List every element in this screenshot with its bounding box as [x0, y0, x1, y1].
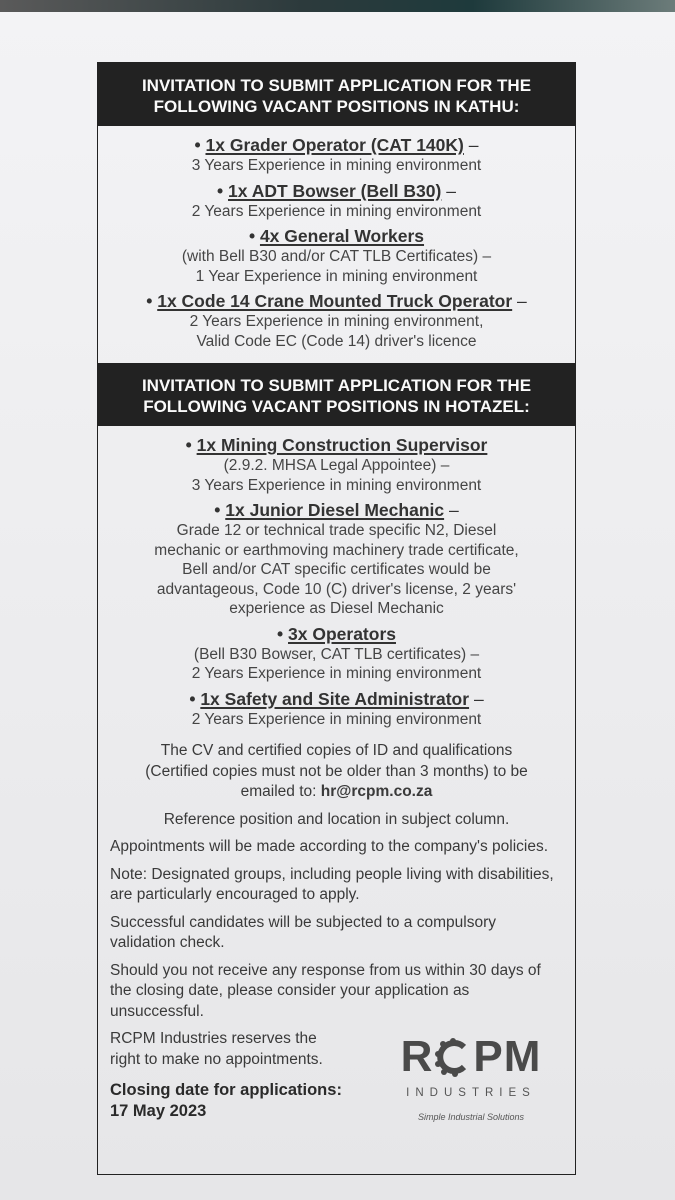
position-title: 1x Mining Construction Supervisor [196, 435, 488, 455]
position-detail: 2 Years Experience in mining environment [191, 665, 482, 682]
position-title: 1x Safety and Site Administrator [200, 688, 470, 709]
logo-letters-right: PM [473, 1032, 542, 1081]
closing-label: Closing date for applications: [110, 1081, 342, 1099]
reserves-line: RCPM Industries reserves the [110, 1030, 317, 1047]
position-detail: (with Bell B30 and/or CAT TLB Certificates) – [181, 248, 492, 265]
position-title: 1x Code 14 Crane Mounted Truck Operator [157, 291, 513, 311]
logo-letters-left: R [400, 1032, 434, 1081]
position-detail: Bell and/or CAT specific certificates would be [182, 561, 491, 578]
hotazel-header [98, 363, 575, 426]
kathu-header-line-1: INVITATION TO SUBMIT APPLICATION FOR THE [141, 76, 532, 95]
kathu-header-line-2: FOLLOWING VACANT POSITIONS IN KATHU: [153, 97, 520, 116]
position-item: • 1x Code 14 Crane Mounted Truck Operator – 2 Years Experience in mining environment, Valid Code EC (Code 14) driver's licence [104, 290, 569, 351]
logo-subtitle: INDUSTRIES [406, 1087, 536, 1099]
position-detail: 2 Years Experience in mining environment, [189, 313, 484, 330]
cv-line: (Certified copies must not be older than 3 months) to be [145, 762, 528, 780]
position-title: 1x Grader Operator (CAT 140K) [205, 135, 464, 155]
paper [0, 12, 675, 1200]
position-detail: experience as Diesel Mechanic [229, 600, 444, 617]
email-address: hr@rcpm.co.za [320, 783, 433, 800]
position-item: • 3x Operators (Bell B30 Bowser, CAT TLB certificates) – 2 Years Experience in mining environment [104, 623, 569, 684]
position-detail: (Bell B30 Bowser, CAT TLB certificates) – [193, 645, 480, 663]
position-detail: mechanic or earthmoving machinery trade certificate, [154, 541, 519, 559]
position-title: 3x Operators [288, 623, 396, 644]
position-item: • 1x Mining Construction Supervisor (2.9.2. MHSA Legal Appointee) – 3 Years Experience in mining environment [104, 434, 569, 495]
position-title: 4x General Workers [259, 226, 425, 246]
position-item: • 1x Junior Diesel Mechanic – Grade 12 or technical trade specific N2, Diesel mechanic or earthmoving machinery trade certificate, Bell and/or CAT specific certificates would be advantageous, Code 10 (C) driver's license, 2 years' experience as Diesel Mechanic [104, 499, 569, 619]
position-title: 1x Junior Diesel Mechanic [225, 500, 445, 520]
position-detail: 2 Years Experience in mining environment [191, 710, 482, 728]
position-detail: 3 Years Experience in mining environment [191, 157, 482, 174]
hotazel-positions [98, 426, 575, 729]
reference-note: Reference position and location in subject column. [163, 810, 510, 828]
position-item: • 1x ADT Bowser (Bell B30) – 2 Years Experience in mining environment [104, 180, 569, 222]
reserves-line: right to make no appointments. [110, 1050, 323, 1068]
hotazel-header-line-1: INVITATION TO SUBMIT APPLICATION FOR THE [141, 376, 532, 395]
closing-value: 17 May 2023 [110, 1101, 207, 1120]
position-item: • 4x General Workers (with Bell B30 and/or CAT TLB Certificates) – 1 Year Experience in mining environment [104, 225, 569, 286]
application-info [98, 733, 575, 1139]
footer [110, 1029, 563, 1139]
position-detail: 2 Years Experience in mining environment [191, 202, 482, 220]
position-detail: advantageous, Code 10 (C) driver's license, 2 years' [156, 580, 517, 598]
position-detail: Grade 12 or technical trade specific N2, Diesel [176, 522, 497, 539]
email-prefix: emailed to: [240, 783, 321, 800]
cv-instructions [110, 741, 563, 803]
hotazel-header-line-2: FOLLOWING VACANT POSITIONS IN HOTAZEL: [143, 397, 530, 416]
no-response-note: Should you not receive any response from us within 30 days of the closing date, please consider your application as unsuccessful. [110, 961, 541, 1020]
designated-groups-note: Note: Designated groups, including people living with disabilities, are particularly encouraged to apply. [110, 865, 554, 903]
appointments-note: Appointments will be made according to the company's policies. [110, 838, 549, 855]
logo-tagline: Simple Industrial Solutions [417, 1111, 525, 1122]
kathu-positions [98, 126, 575, 363]
cv-line: The CV and certified copies of ID and qualifications [160, 742, 513, 759]
rcpm-logo [387, 1032, 555, 1127]
position-detail: Valid Code EC (Code 14) driver's licence [196, 332, 477, 350]
kathu-header [98, 63, 575, 126]
position-title: 1x ADT Bowser (Bell B30) [228, 180, 442, 201]
gear-icon [434, 1037, 472, 1077]
position-detail: (2.9.2. MHSA Legal Appointee) – [223, 457, 450, 474]
validation-note: Successful candidates will be subjected to a compulsory validation check. [110, 913, 496, 951]
position-detail: 1 Year Experience in mining environment [195, 267, 478, 285]
position-item: • 1x Grader Operator (CAT 140K) – 3 Years Experience in mining environment [104, 134, 569, 176]
job-advert [97, 62, 576, 1175]
position-detail: 3 Years Experience in mining environment [191, 476, 482, 494]
position-item: • 1x Safety and Site Administrator – 2 Years Experience in mining environment [104, 688, 569, 730]
